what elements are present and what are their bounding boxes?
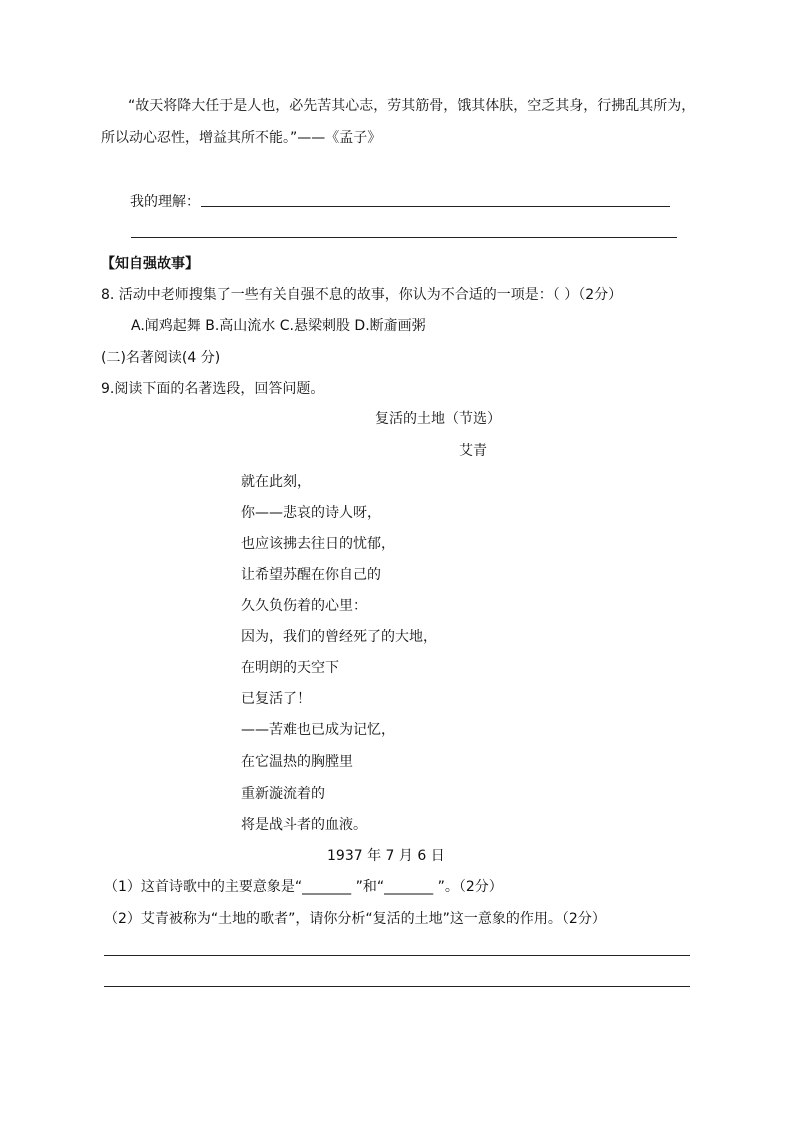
poem-line: 在它温热的胸膛里	[241, 754, 353, 770]
poem-line: 将是战斗者的血液。	[241, 817, 367, 833]
answer-line-2[interactable]	[131, 237, 677, 238]
poem-line: 重新漩流着的	[241, 786, 325, 802]
answer-line-3[interactable]	[104, 955, 690, 956]
understanding-label: 我的理解：	[130, 194, 200, 210]
quote-line-1: “故天将降大任于是人也，必先苦其心志，劳其筋骨，饿其体肤，空乏其身，行拂乱其所为，	[128, 98, 696, 114]
poem-line: 因为，我们的曾经死了的大地，	[241, 629, 437, 645]
question-9-stem: 9.阅读下面的名著选段，回答问题。	[101, 381, 325, 397]
section-reading-heading: (二)名著阅读(4 分)	[101, 350, 221, 366]
question-9-part-1: （1）这首诗歌中的主要意象是“_______ ”和“_______ ”。（2分）	[104, 879, 503, 895]
poem-line: 你——悲哀的诗人呀，	[241, 505, 381, 521]
question-8-stem: 8. 活动中老师搜集了一些有关自强不息的故事，你认为不合适的一项是：（ ）（2分）	[101, 287, 623, 303]
poem-line: 已复活了！	[241, 691, 311, 707]
poem-date: 1937 年 7 月 6 日	[327, 848, 445, 864]
answer-line-4[interactable]	[104, 986, 690, 987]
poem-title: 复活的土地（节选）	[375, 411, 501, 427]
poem-line: 也应该拂去往日的忧郁，	[241, 536, 395, 552]
poem-line: 在明朗的天空下	[241, 660, 339, 676]
answer-line-1[interactable]	[201, 206, 670, 207]
poem-author: 艾青	[459, 443, 487, 459]
quote-line-2: 所以动心忍性，增益其所不能。”——《孟子》	[101, 130, 382, 146]
poem-line: ——苦难也已成为记忆，	[241, 722, 395, 738]
poem-line: 久久负伤着的心里：	[241, 598, 367, 614]
question-8-options: A.闻鸡起舞 B.高山流水 C.悬梁刺股 D.断齑画粥	[131, 318, 426, 334]
poem-line: 就在此刻，	[241, 474, 311, 490]
poem-line: 让希望苏醒在你自己的	[241, 567, 381, 583]
question-9-part-2: （2）艾青被称为“土地的歌者”，请你分析“复活的土地”这一意象的作用。（2分）	[104, 911, 606, 927]
section-story-heading: 【知自强故事】	[101, 256, 199, 272]
